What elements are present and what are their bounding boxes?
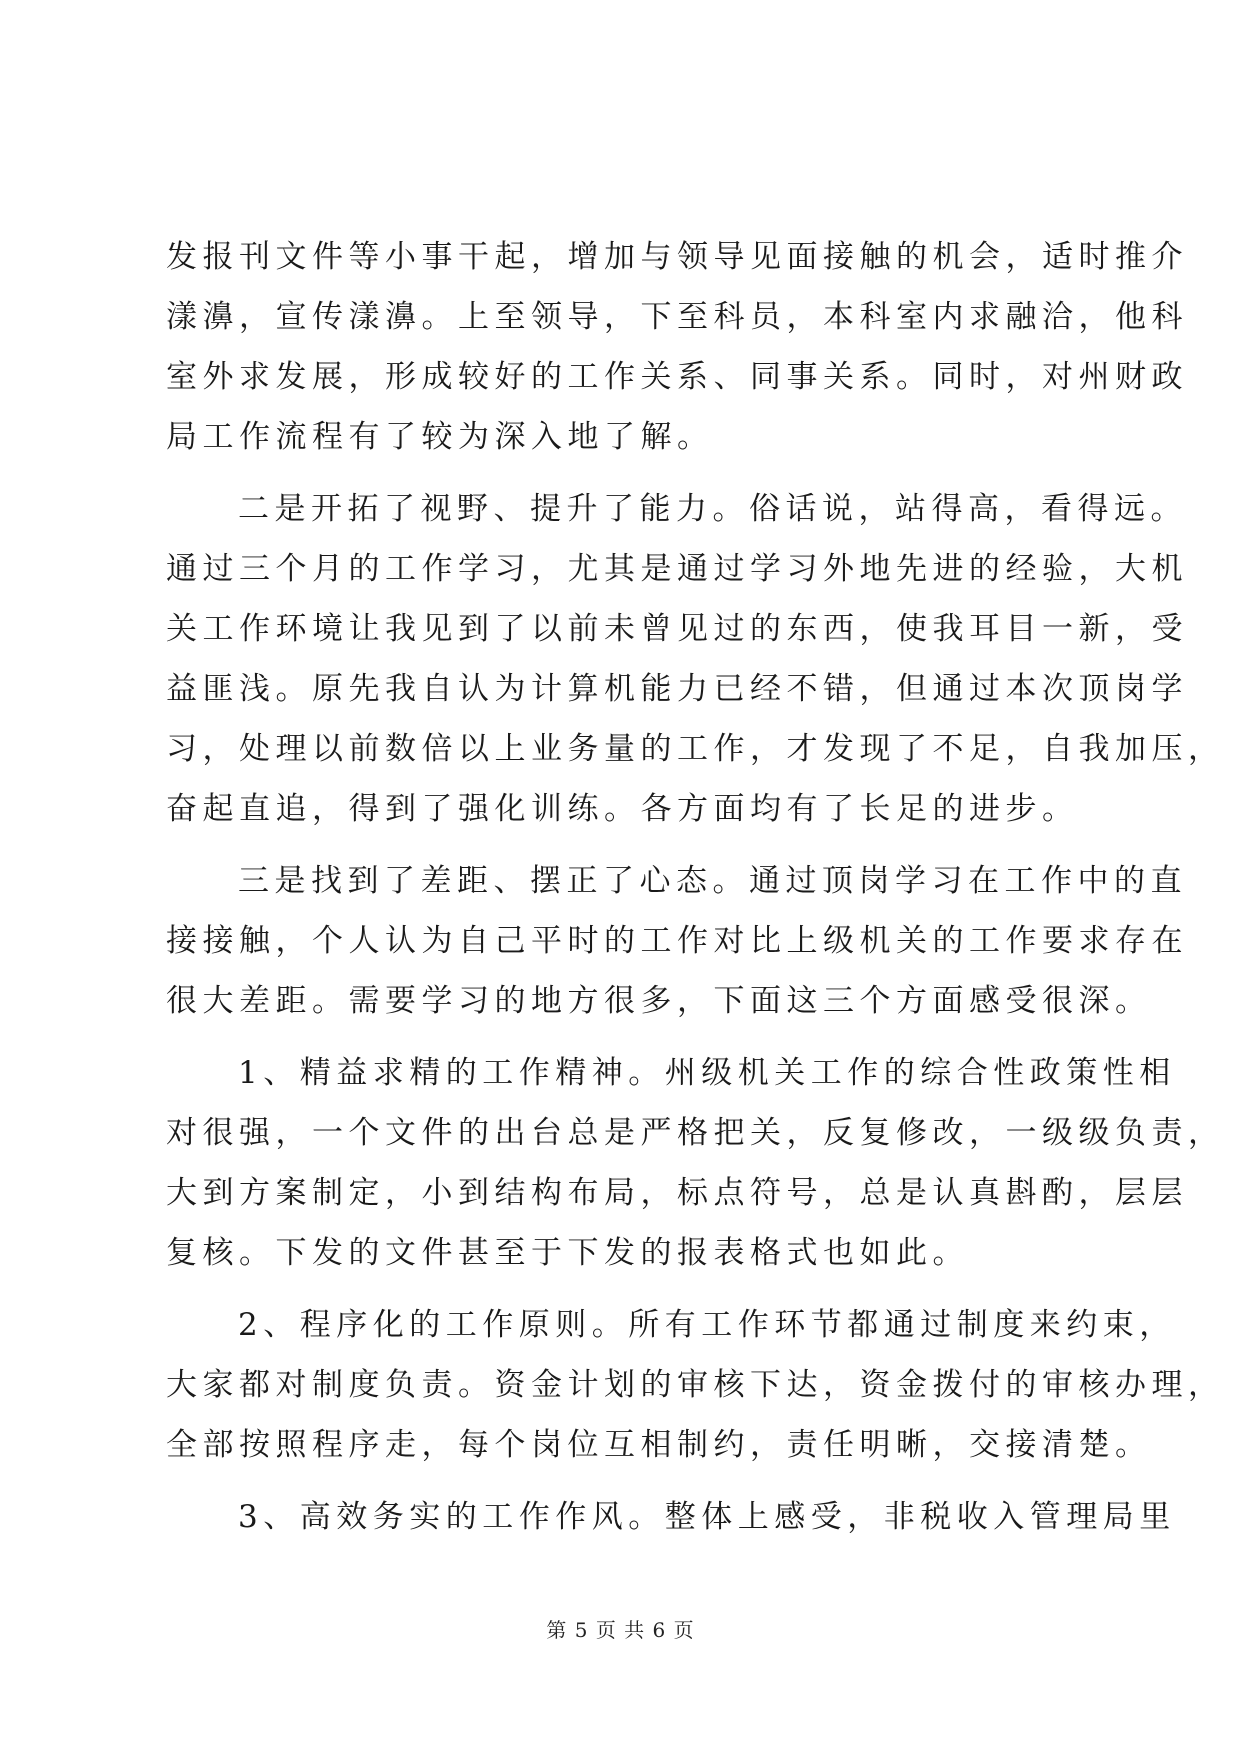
text-line: 益匪浅。原先我自认为计算机能力已经不错，但通过本次顶岗学 [166, 671, 1188, 707]
text-line: 全部按照程序走，每个岗位互相制约，责任明晰，交接清楚。 [166, 1427, 1152, 1463]
text-line: 大家都对制度负责。资金计划的审核下达，资金拨付的审核办理， [166, 1367, 1225, 1403]
text-line: 室外求发展，形成较好的工作关系、同事关系。同时，对州财政 [166, 359, 1188, 395]
paragraph-start-line: 3、高效务实的工作作风。整体上感受，非税收入管理局里 [238, 1499, 1176, 1535]
paragraph-start-line: 二是开拓了视野、提升了能力。俗话说，站得高，看得远。 [238, 491, 1187, 527]
text-line: 对很强，一个文件的出台总是严格把关，反复修改，一级级负责， [166, 1115, 1225, 1151]
text-line: 局工作流程有了较为深入地了解。 [166, 419, 714, 455]
document-body [166, 227, 1225, 1547]
text-line: 习，处理以前数倍以上业务量的工作，才发现了不足，自我加压， [166, 731, 1225, 767]
text-line: 漾濞，宣传漾濞。上至领导，下至科员，本科室内求融洽，他科 [166, 299, 1188, 335]
text-line: 奋起直追，得到了强化训练。各方面均有了长足的进步。 [166, 791, 1079, 827]
text-line: 发报刊文件等小事干起，增加与领导见面接触的机会，适时推介 [166, 239, 1188, 275]
text-line: 复核。下发的文件甚至于下发的报表格式也如此。 [166, 1235, 969, 1271]
paragraph-start-line: 1、精益求精的工作精神。州级机关工作的综合性政策性相 [238, 1055, 1176, 1091]
paragraph-start-line: 2、程序化的工作原则。所有工作环节都通过制度来约束， [238, 1307, 1176, 1343]
text-line: 很大差距。需要学习的地方很多，下面这三个方面感受很深。 [166, 983, 1152, 1019]
paragraph-start-line: 三是找到了差距、摆正了心态。通过顶岗学习在工作中的直 [238, 863, 1187, 899]
text-line: 关工作环境让我见到了以前未曾见过的东西，使我耳目一新，受 [166, 611, 1188, 647]
text-line: 接接触，个人认为自己平时的工作对比上级机关的工作要求存在 [166, 923, 1188, 959]
text-line: 大到方案制定，小到结构布局，标点符号，总是认真斟酌，层层 [166, 1175, 1188, 1211]
text-line: 通过三个月的工作学习，尤其是通过学习外地先进的经验，大机 [166, 551, 1188, 587]
page-number-footer: 第 5 页 共 6 页 [546, 1618, 695, 1642]
